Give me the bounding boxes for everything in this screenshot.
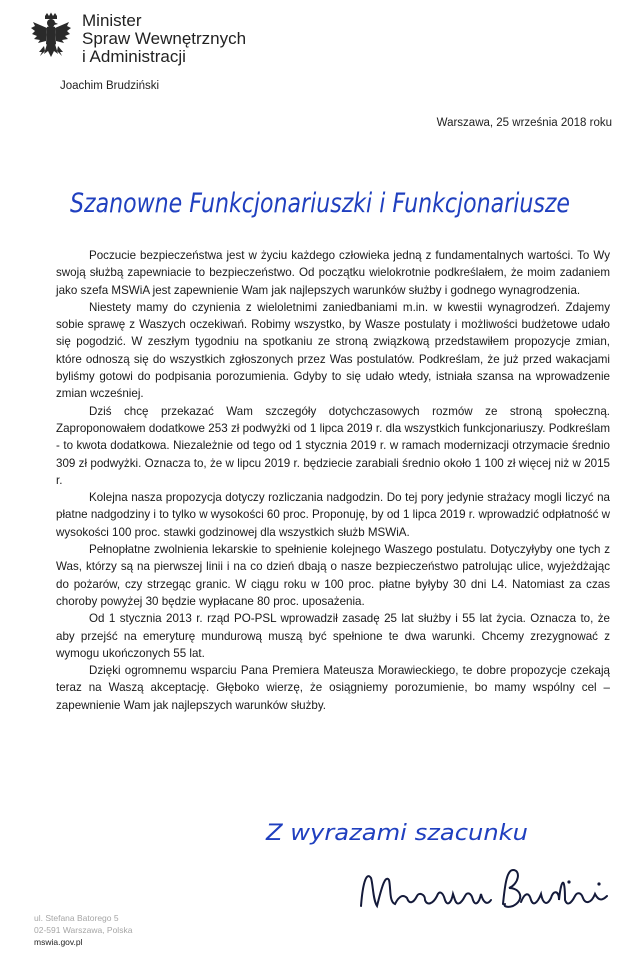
paragraph-5: Pełnopłatne zwolnienia lekarskie to spełnienie kolejnego Waszego postulatu. Dotyczyłyby one tych z Was, którzy są na pierwszej linii i na co dzień dbają o nasze bezpieczeństwo patrolując ulice, wyjeżdżając do pożarów, czy strzegąc granic. W ciągu roku w 100 proc. płatne byłyby 30 dni L4. Natomiast za czas choroby powyżej 30 będzie wypłacane 80 proc. uposażenia. (56, 543, 610, 608)
paragraph-2: Niestety mamy do czynienia z wieloletnimi zaniedbaniami m.in. w kwestii wynagrodzeń. Zdajemy sobie sprawę z Waszych oczekiwań. Robimy wszystko, by Wasze postulaty i możliwości budżetowe udało się pogodzić. W zeszłym tygodniu na spotkaniu ze stroną związkową przedstawiłem propozycje zmian, które odnoszą się do wszystkich zgłoszonych przez Was postulatów. Podkreślam, że już przed wakacjami byliśmy gotowi do podpisania porozumienia. Gdyby to się udało wtedy, istniała szansa na wprowadzenie zmian wcześniej. (56, 300, 610, 401)
ministry-line-3: i Administracji (82, 47, 186, 66)
paragraph-7: Dzięki ogromnemu wsparciu Pana Premiera Mateusza Morawieckiego, te dobre propozycje czekają teraz na Waszą akceptację. Głęboko wierzę, że osiągniemy porozumienie, bo mamy wspólny cel – zapewnienie Wam jak najlepszych warunków służby. (56, 664, 610, 712)
handwritten-signature (355, 860, 615, 922)
paragraph-3: Dziś chcę przekazać Wam szczegóły dotychczasowych rozmów ze stroną społeczną. Zaproponowałem dodatkowe 253 zł podwyżki od 1 lipca 2019 r. dla wszystkich funkcjonariuszy. Podkreślam - to kwota dodatkowa. Niezależnie od tego od 1 stycznia 2019 r. w ramach modernizacji otrzymacie średnio 309 zł podwyżki. Oznacza to, że w lipcu 2019 r. będziecie zarabiali średnio około 1 100 zł więcej niż w 2015 r. (56, 404, 610, 487)
address-block (34, 912, 132, 948)
polish-eagle-icon (30, 12, 72, 66)
website-link[interactable]: mswia.gov.pl (34, 937, 83, 947)
closing-phrase (262, 808, 542, 858)
paragraph-1: Poczucie bezpieczeństwa jest w życiu każdego człowieka jedną z fundamentalnych wartości. To Wy swoją służbą zapewniacie to bezpieczeństwo. Od początku wielokrotnie podkreślałem, że moim zadaniem jako szefa MSWiA jest zapewnienie Wam jak najlepszych warunków służby i godnego wynagrodzenia. (56, 249, 610, 297)
ministry-line-1: Minister (82, 11, 142, 30)
address-street: ul. Stefana Batorego 5 (34, 913, 119, 923)
address-city: 02-591 Warszawa, Polska (34, 925, 133, 935)
ministry-name (82, 12, 246, 66)
salutation (68, 170, 588, 230)
place-date: Warszawa, 25 września 2018 roku (436, 117, 612, 129)
ministry-line-2: Spraw Wewnętrznych (82, 29, 247, 48)
paragraph-4: Kolejna nasza propozycja dotyczy rozliczania nadgodzin. Do tej pory jedynie strażacy mogli liczyć na płatne nadgodziny i to tylko w wysokości 60 proc. Proponuję, by od 1 lipca 2019 r. wprowadzić odpłatność w wysokości 100 proc. stawki godzinowej dla wszystkich służb MSWiA. (56, 491, 610, 539)
minister-name: Joachim Brudziński (60, 80, 160, 92)
letter-body (56, 247, 610, 714)
closing-text: Z wyrazami szacunku (264, 821, 528, 846)
letterhead (30, 10, 330, 70)
salutation-text: Szanowne Funkcjonariuszki i Funkcjonariusze (70, 188, 570, 219)
paragraph-6: Od 1 stycznia 2013 r. rząd PO-PSL wprowadził zasadę 25 lat służby i 55 lat życia. Oznacza to, że aby przejść na emeryturę mundurową muszą być spełnione te dwa warunki. Chcemy zrezygnować z wymogu ukończonych 55 lat. (56, 612, 610, 660)
